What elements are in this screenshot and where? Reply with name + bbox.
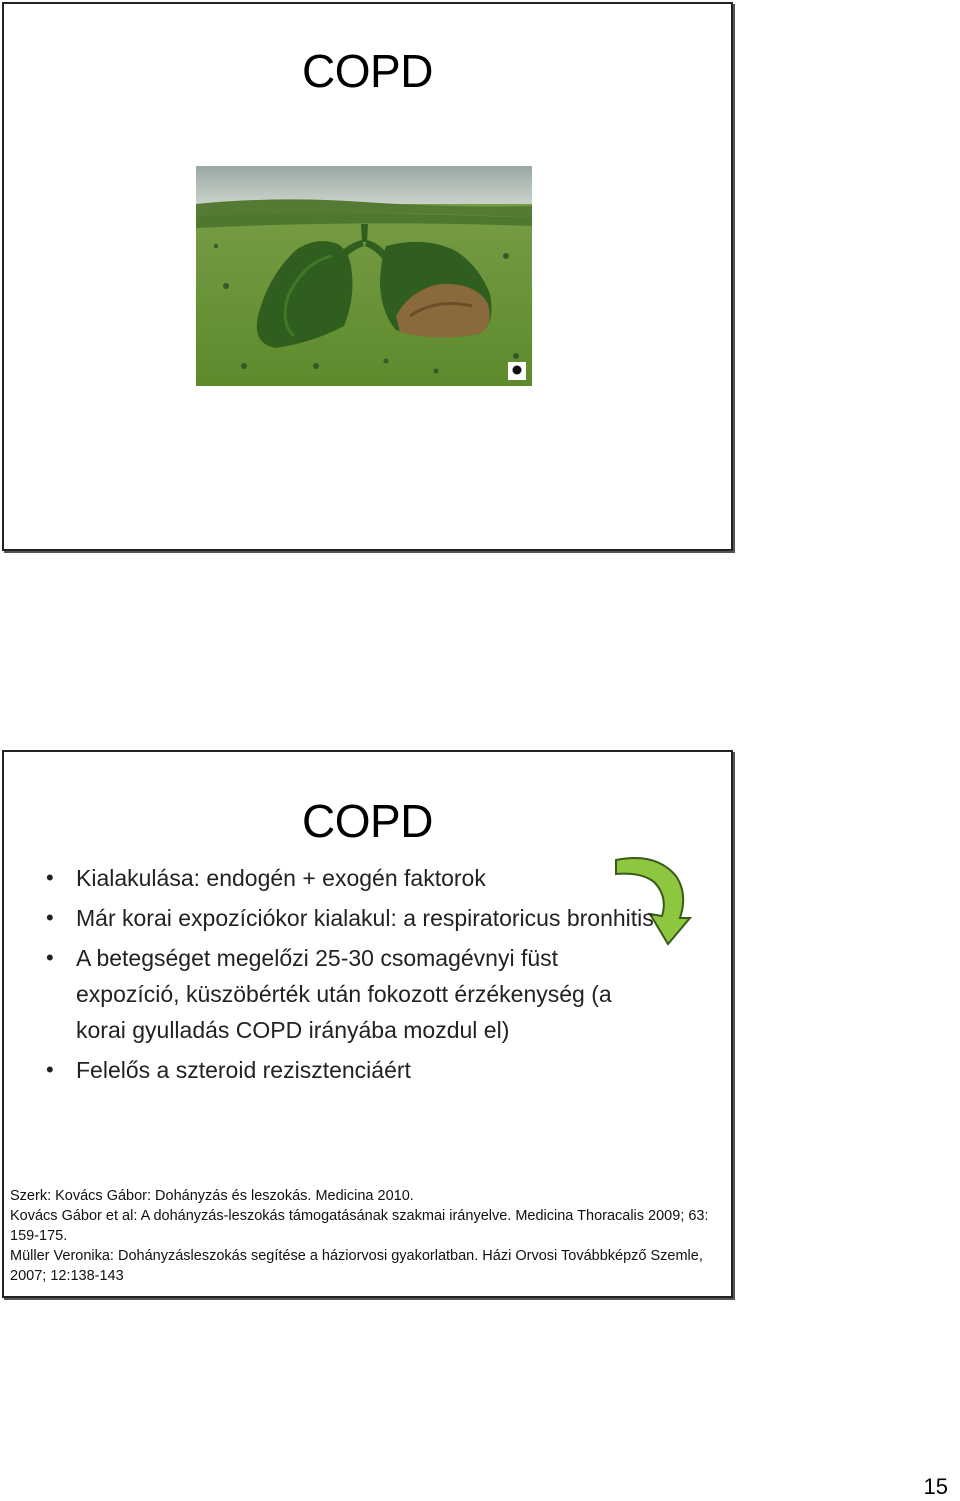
bullet-text: Kialakulása: endogén + exogén faktorok (76, 865, 486, 891)
slide-title: COPD (302, 795, 433, 847)
reference-item: Szerk: Kovács Gábor: Dohányzás és leszokás. Medicina 2010. (10, 1188, 414, 1204)
bullet-text: Felelős a szteroid rezisztenciáért (76, 1057, 411, 1083)
bullet-text: Már korai expozíciókor kialakul: a respiratoricus bronhitis (76, 905, 654, 931)
slide-title: COPD (302, 45, 433, 97)
list-item: • Felelős a szteroid rezisztenciáért (46, 1057, 411, 1083)
bullet-text: A betegséget megelőzi 25-30 csomagévnyi füst expozíció, küszöbérték után fokozott érzékenység (a korai gyulladás COPD irányába mozdul el) (76, 945, 612, 1043)
bullet-list (34, 860, 654, 1092)
reference-item: Müller Veronika: Dohányzásleszokás segítése a háziorvosi gyakorlatban. Házi Orvosi Továbbképző Szemle, 2007; 12:138-143 (10, 1248, 703, 1284)
page-number: 15 (923, 1474, 948, 1499)
slide-2 (2, 750, 733, 1298)
list-item: • A betegséget megelőzi 25-30 csomagévnyi füst expozíció, küszöbérték után fokozott érzékenység (a korai gyulladás COPD irányába mozdul el) (46, 945, 612, 1043)
list-item: • Kialakulása: endogén + exogén faktorok (46, 865, 486, 891)
reference-item: Kovács Gábor et al: A dohányzás-leszokás támogatásának szakmai irányelve. Medicina Thoracalis 2009; 63: 159-175. (10, 1208, 709, 1244)
lung-forest-photo (196, 166, 532, 386)
slide-1 (2, 2, 733, 551)
list-item: • Már korai expozíciókor kialakul: a respiratoricus bronhitis (46, 905, 654, 931)
references (10, 1186, 730, 1286)
